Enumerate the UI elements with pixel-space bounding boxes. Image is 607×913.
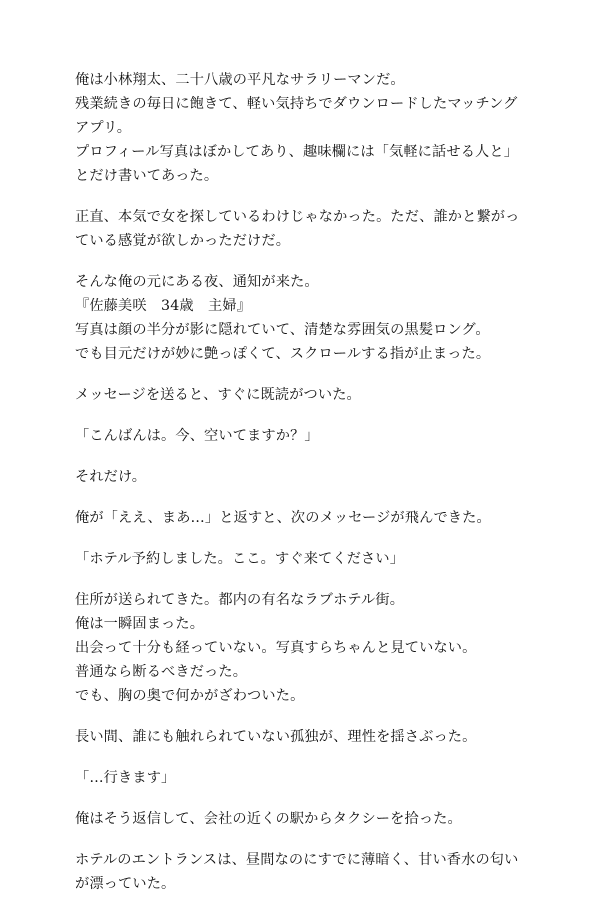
text-line: でも、胸の奥で何かがざわついた。 xyxy=(75,688,305,704)
text-line: 俺は一瞬固まった。 xyxy=(75,616,205,632)
text-line: が漂っていた。 xyxy=(75,876,176,892)
paragraph xyxy=(75,766,545,790)
text-line: 俺は小林翔太、二十八歳の平凡なサラリーマンだ。 xyxy=(75,72,405,88)
text-line: でも目元だけが妙に艶っぽくて、スクロールする指が止まった。 xyxy=(75,346,491,362)
text-line: メッセージを送ると、すぐに既読がついた。 xyxy=(75,387,361,403)
text-line: 普通なら断るべきだった。 xyxy=(75,664,248,680)
text-line: 「こんばんは。今、空いてますか？」 xyxy=(75,428,319,444)
paragraph xyxy=(75,205,545,253)
story-text xyxy=(75,68,545,913)
text-line: 住所が送られてきた。都内の有名なラブホテル街。 xyxy=(75,592,405,608)
text-line: 長い間、誰にも触れられていない孤独が、理性を揺さぶった。 xyxy=(75,729,477,745)
paragraph xyxy=(75,68,545,188)
text-line: 写真は顔の半分が影に隠れていて、清楚な雰囲気の黒髪ロング。 xyxy=(75,322,490,338)
text-line: 俺が「ええ、まあ…」と返すと、次のメッセージが飛んできた。 xyxy=(75,510,491,526)
text-line: 出会って十分も経っていない。写真すらちゃんと見ていない。 xyxy=(75,640,477,656)
text-line: アプリ。 xyxy=(75,120,132,136)
text-line: プロフィール写真はぼかしてあり、趣味欄には「気軽に話せる人と」 xyxy=(75,144,519,160)
paragraph xyxy=(75,848,545,896)
text-line: 正直、本気で女を探しているわけじゃなかった。ただ、誰かと繋がっ xyxy=(75,209,520,225)
text-line: 『佐藤美咲 34歳 主婦』 xyxy=(75,298,252,314)
text-line: ホテルのエントランスは、昼間なのにすでに薄暗く、甘い香水の匂い xyxy=(75,852,519,868)
paragraph xyxy=(75,506,545,530)
paragraph xyxy=(75,424,545,448)
text-line: 俺はそう返信して、会社の近くの駅からタクシーを拾った。 xyxy=(75,811,462,827)
text-line: そんな俺の元にある夜、通知が来た。 xyxy=(75,274,319,290)
text-line: 「…行きます」 xyxy=(75,770,176,786)
text-line: それだけ。 xyxy=(75,469,147,485)
paragraph xyxy=(75,725,545,749)
paragraph xyxy=(75,547,545,571)
text-line: ている感覚が欲しかっただけだ。 xyxy=(75,233,291,249)
paragraph xyxy=(75,588,545,708)
text-line: とだけ書いてあった。 xyxy=(75,168,219,184)
paragraph xyxy=(75,270,545,366)
text-line: 「ホテル予約しました。ここ。すぐ来てください」 xyxy=(75,551,405,567)
paragraph xyxy=(75,465,545,489)
text-line: 残業続きの毎日に飽きて、軽い気持ちでダウンロードしたマッチング xyxy=(75,96,518,112)
paragraph xyxy=(75,807,545,831)
paragraph xyxy=(75,383,545,407)
